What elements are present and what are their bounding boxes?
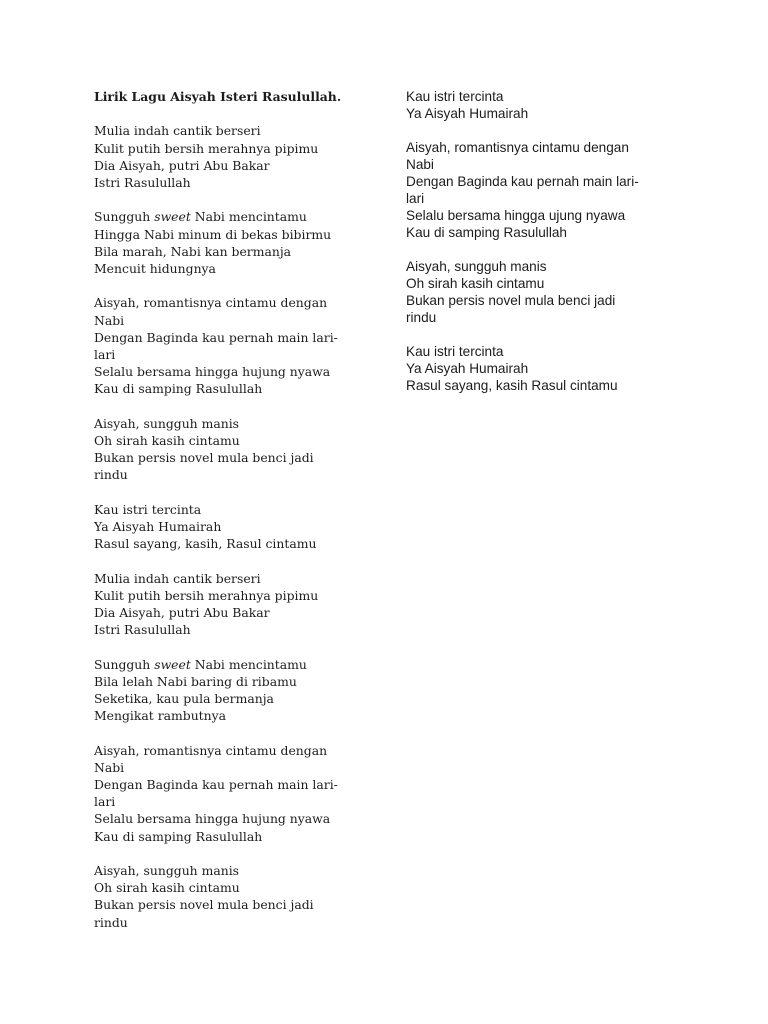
lyric-line: Kau istri tercinta — [94, 501, 202, 517]
stanza — [94, 415, 364, 484]
lyric-line: Selalu bersama hingga hujung nyawa — [94, 364, 331, 380]
lyric-line: Hingga Nabi minum di bekas bibirmu — [94, 226, 332, 242]
stanza-gap — [406, 326, 676, 343]
lyric-line: Nabi — [406, 157, 434, 172]
italic-word: sweet — [154, 656, 191, 672]
lyric-line: Oh sirah kasih cintamu — [406, 276, 545, 291]
stanza — [94, 208, 364, 277]
lyric-line: Ya Aisyah Humairah — [406, 106, 529, 121]
lyric-line — [94, 208, 364, 225]
lyric-line: Kulit putih bersih merahnya pipimu — [94, 140, 319, 156]
lyric-text: Sungguh — [94, 209, 155, 225]
stanza-gap — [406, 122, 676, 139]
lyric-line: Bukan persis novel mula benci jadi — [406, 293, 616, 308]
lyric-line: Dia Aisyah, putri Abu Bakar — [94, 157, 270, 173]
lyric-line: Ya Aisyah Humairah — [406, 361, 529, 376]
document-title: Lirik Lagu Aisyah Isteri Rasulullah. — [94, 89, 342, 104]
stanza — [94, 742, 364, 845]
lyric-line: Rasul sayang, kasih, Rasul cintamu — [94, 536, 317, 552]
lyric-line: Kau istri tercinta — [406, 89, 504, 104]
stanza-gap — [94, 552, 364, 569]
lyric-line: Dengan Baginda kau pernah main lari- — [406, 174, 639, 189]
lyric-line: Aisyah, sungguh manis — [94, 415, 240, 431]
lyric-line: Aisyah, romantisnya cintamu dengan — [406, 140, 629, 155]
lyric-line: Dia Aisyah, putri Abu Bakar — [94, 605, 270, 620]
lyric-line: Seketika, kau pula bermanja — [94, 691, 274, 706]
lyric-line: rindu — [406, 310, 437, 325]
stanza-gap — [94, 638, 364, 655]
lyric-line: Mulia indah cantik berseri — [94, 570, 261, 586]
lyric-line: Aisyah, romantisnya cintamu dengan — [94, 742, 328, 758]
lyric-line: Bila marah, Nabi kan bermanja — [94, 243, 292, 259]
lyric-line: Istri Rasulullah — [94, 622, 191, 638]
lyric-line: Mencuit hidungnya — [94, 261, 216, 276]
stanza — [94, 570, 364, 639]
lyric-line: Oh sirah kasih cintamu — [94, 880, 240, 896]
lyric-line: Selalu bersama hingga hujung nyawa — [94, 811, 331, 827]
lyric-line: Oh sirah kasih cintamu — [94, 433, 240, 448]
lyric-line: Istri Rasulullah — [94, 175, 191, 190]
lyric-line: Dengan Baginda kau pernah main lari- — [94, 329, 338, 345]
stanza — [406, 258, 676, 326]
lyric-line: Ya Aisyah Humairah — [94, 519, 222, 534]
stanza — [406, 139, 676, 241]
stanza — [94, 294, 364, 397]
lyric-line: Nabi — [94, 312, 125, 328]
lyric-line: Kulit putih bersih merahnya pipimu — [94, 587, 319, 603]
lyric-text: Nabi mencintamu — [190, 656, 307, 672]
stanza-gap — [94, 105, 364, 122]
right-column — [406, 88, 676, 394]
stanza — [94, 656, 364, 725]
lyric-line: rindu — [94, 914, 128, 930]
left-column — [94, 88, 364, 931]
lyric-line: Dengan Baginda kau pernah main lari- — [94, 777, 338, 792]
lyric-line: Rasul sayang, kasih Rasul cintamu — [406, 378, 618, 393]
italic-word: sweet — [154, 209, 191, 225]
lyric-line: Bukan persis novel mula benci jadi — [94, 897, 314, 913]
stanza-gap — [94, 845, 364, 862]
lyric-line: Aisyah, sungguh manis — [94, 863, 240, 878]
lyric-line: lari — [94, 794, 116, 810]
lyric-line: lari — [94, 347, 116, 362]
lyric-line: Aisyah, sungguh manis — [406, 259, 547, 274]
lyric-line: Mengikat rambutnya — [94, 708, 227, 724]
lyric-text: Nabi mencintamu — [190, 209, 307, 225]
lyric-line: Kau istri tercinta — [406, 344, 504, 359]
lyric-line: Aisyah, romantisnya cintamu dengan — [94, 295, 328, 311]
stanza-gap — [94, 724, 364, 741]
stanza — [406, 88, 676, 122]
lyric-line: Nabi — [94, 759, 125, 775]
lyric-line: lari — [406, 191, 425, 206]
stanza — [94, 862, 364, 931]
lyric-line: Kau di samping Rasulullah — [94, 381, 263, 397]
lyric-line: Selalu bersama hingga ujung nyawa — [406, 208, 626, 223]
stanza-gap — [406, 241, 676, 258]
stanza — [94, 122, 364, 191]
lyric-line: Mulia indah cantik berseri — [94, 123, 261, 139]
lyric-line — [94, 656, 364, 673]
stanza-gap — [94, 484, 364, 501]
lyric-line: Kau di samping Rasulullah — [406, 225, 567, 240]
lyric-text: Sungguh — [94, 656, 155, 672]
lyric-line: Bila lelah Nabi baring di ribamu — [94, 673, 297, 689]
stanza-gap — [94, 277, 364, 294]
stanza-gap — [94, 191, 364, 208]
lyric-line: Bukan persis novel mula benci jadi — [94, 450, 314, 466]
stanza — [406, 343, 676, 394]
stanza-gap — [94, 398, 364, 415]
lyric-line: rindu — [94, 467, 128, 483]
stanza — [94, 501, 364, 553]
lyric-line: Kau di samping Rasulullah — [94, 828, 263, 844]
